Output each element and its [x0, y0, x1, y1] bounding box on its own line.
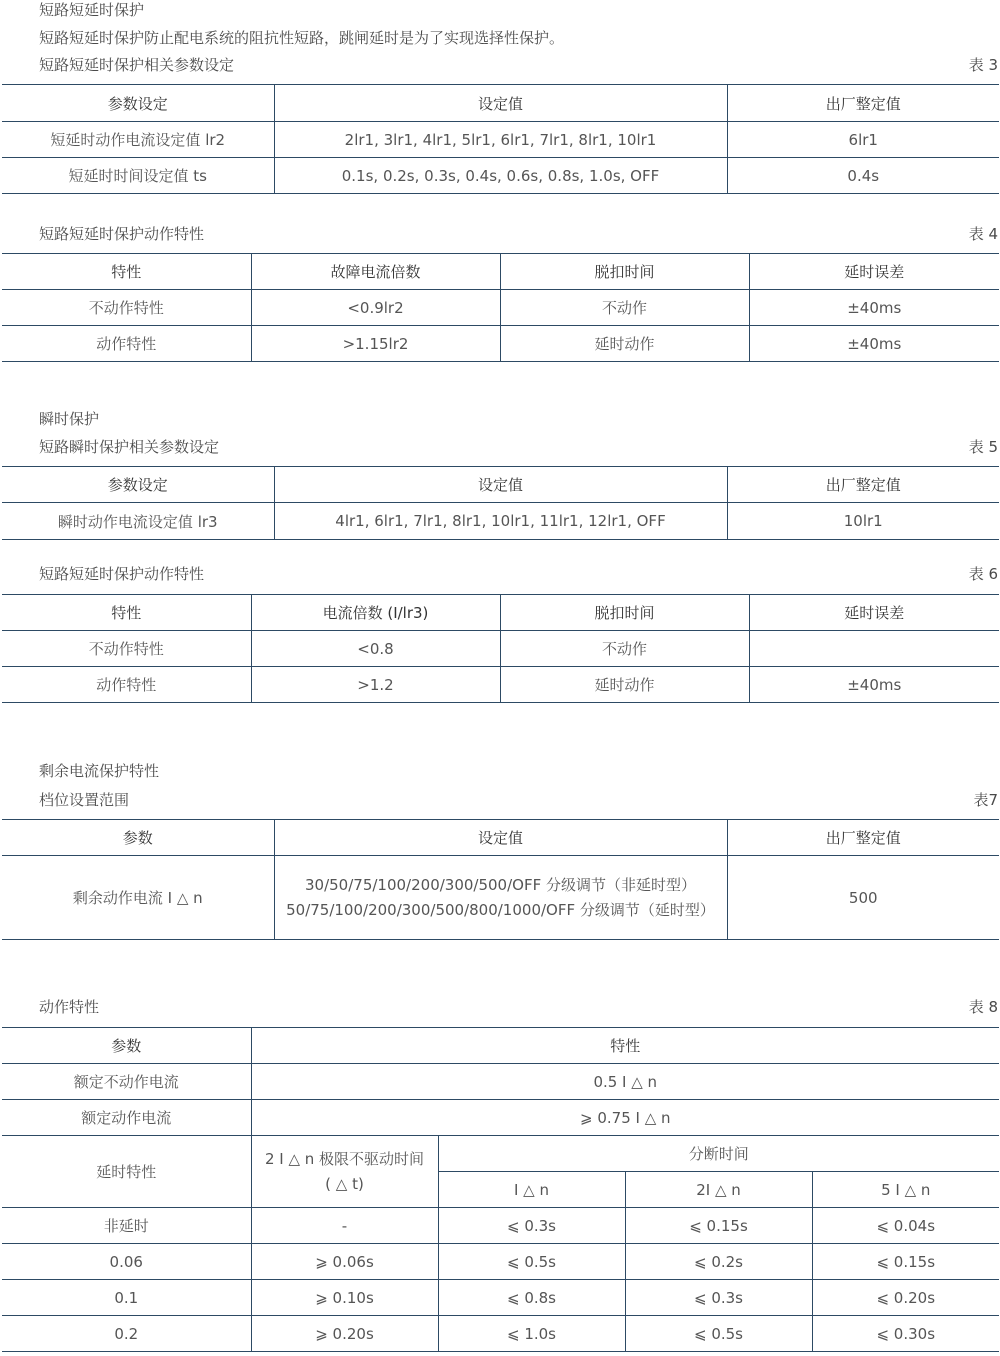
table-6 — [2, 594, 999, 703]
table-cell: 2lr1, 3lr1, 4lr1, 5lr1, 6lr1, 7lr1, 8lr1, 10lr1 — [274, 122, 727, 158]
table-header-cell: 特性 — [2, 595, 251, 631]
table-7-tag: 表7 — [973, 791, 998, 809]
table-cell: 2I △ n — [625, 1172, 812, 1208]
table-8 — [2, 1027, 999, 1352]
value-line: 50/75/100/200/300/500/800/1000/OFF 分级调节（延时型） — [286, 900, 715, 919]
table-cell: 4lr1, 6lr1, 7lr1, 8lr1, 10lr1, 11lr1, 12lr1, OFF — [274, 503, 727, 540]
table-cell: 不动作 — [500, 631, 749, 667]
table-header-cell: 延时误差 — [749, 254, 999, 290]
table-header-cell: 参数 — [2, 1028, 251, 1064]
table-cell: 500 — [727, 856, 999, 940]
table-4-title: 短路短延时保护动作特性 — [39, 225, 205, 243]
section-heading-short-delay: 短路短延时保护 — [39, 1, 145, 19]
table-cell: 6lr1 — [727, 122, 999, 158]
table-cell: ⩽ 0.2s — [625, 1244, 812, 1280]
table-cell: 动作特性 — [2, 667, 251, 703]
table-row — [2, 1064, 999, 1100]
table-3 — [2, 84, 999, 194]
value-line: 30/50/75/100/200/300/500/OFF 分级调节（非延时型） — [305, 875, 696, 894]
table-8-tag: 表 8 — [968, 998, 998, 1016]
table-cell: 5 I △ n — [812, 1172, 999, 1208]
table-6-title: 短路短延时保护动作特性 — [39, 565, 205, 583]
table-cell: 0.06 — [2, 1244, 251, 1280]
table-header-cell: 故障电流倍数 — [251, 254, 500, 290]
table-header-cell: 参数设定 — [2, 85, 274, 122]
table-cell: 不动作特性 — [2, 631, 251, 667]
table-header-cell: 特性 — [251, 1028, 999, 1064]
table-row — [2, 1208, 999, 1244]
header-line: ( △ t) — [325, 1174, 364, 1193]
table-8-title: 动作特性 — [39, 998, 100, 1016]
table-cell: ⩽ 0.15s — [812, 1244, 999, 1280]
table-cell: ±40ms — [749, 667, 999, 703]
table-row — [2, 122, 999, 158]
table-header-cell: 参数设定 — [2, 467, 274, 503]
table-row — [2, 631, 999, 667]
table-cell: 非延时 — [2, 1208, 251, 1244]
table-header-cell: 设定值 — [274, 467, 727, 503]
table-cell: <0.8 — [251, 631, 500, 667]
table-cell: ⩽ 1.0s — [438, 1316, 625, 1352]
header-line: 2 I △ n 极限不驱动时间 — [264, 1149, 425, 1168]
table-3-title: 短路短延时保护相关参数设定 — [39, 56, 235, 74]
table-cell-multiline — [251, 1136, 438, 1208]
table-cell: ⩾ 0.10s — [251, 1280, 438, 1316]
table-cell: 短延时动作电流设定值 lr2 — [2, 122, 274, 158]
table-cell: 0.4s — [727, 158, 999, 194]
table-cell: 0.2 — [2, 1316, 251, 1352]
table-cell: 动作特性 — [2, 326, 251, 362]
table-cell: 剩余动作电流 I △ n — [2, 856, 274, 940]
table-cell: ⩽ 0.8s — [438, 1280, 625, 1316]
table-row — [2, 1280, 999, 1316]
table-cell: ⩽ 0.04s — [812, 1208, 999, 1244]
table-5-tag: 表 5 — [968, 438, 998, 456]
table-header-cell: 出厂整定值 — [727, 467, 999, 503]
table-header-cell: 设定值 — [274, 85, 727, 122]
table-cell: ⩽ 0.5s — [438, 1244, 625, 1280]
table-cell: 短延时时间设定值 ts — [2, 158, 274, 194]
table-header-cell: 出厂整定值 — [727, 85, 999, 122]
table-row — [2, 856, 999, 940]
table-3-tag: 表 3 — [968, 56, 998, 74]
table-row — [2, 326, 999, 362]
table-cell: ⩾ 0.75 I △ n — [251, 1100, 999, 1136]
table-cell: 不动作特性 — [2, 290, 251, 326]
table-cell: - — [251, 1208, 438, 1244]
section-description: 短路短延时保护防止配电系统的阻抗性短路，跳闸延时是为了实现选择性保护。 — [39, 29, 565, 47]
table-cell: ⩾ 0.06s — [251, 1244, 438, 1280]
table-row — [2, 158, 999, 194]
table-header-cell: 设定值 — [274, 820, 727, 856]
table-5-title: 短路瞬时保护相关参数设定 — [39, 438, 220, 456]
table-row — [2, 1136, 999, 1172]
table-header-cell: 延时误差 — [749, 595, 999, 631]
table-4 — [2, 253, 999, 362]
table-cell: 不动作 — [500, 290, 749, 326]
table-cell — [749, 631, 999, 667]
table-header-cell: 出厂整定值 — [727, 820, 999, 856]
table-cell: ⩽ 0.15s — [625, 1208, 812, 1244]
table-cell: ⩽ 0.3s — [625, 1280, 812, 1316]
table-cell: 瞬时动作电流设定值 lr3 — [2, 503, 274, 540]
table-cell: 延时特性 — [2, 1136, 251, 1208]
table-5 — [2, 466, 999, 540]
table-cell: 额定动作电流 — [2, 1100, 251, 1136]
table-7-title: 档位设置范围 — [39, 791, 130, 809]
table-cell: ±40ms — [749, 326, 999, 362]
table-row — [2, 667, 999, 703]
table-row — [2, 1244, 999, 1280]
table-cell: 0.1s, 0.2s, 0.3s, 0.4s, 0.6s, 0.8s, 1.0s, OFF — [274, 158, 727, 194]
table-row — [2, 503, 999, 540]
table-header-cell: 特性 — [2, 254, 251, 290]
table-cell: ⩽ 0.3s — [438, 1208, 625, 1244]
table-cell: >1.15lr2 — [251, 326, 500, 362]
table-header-cell: 脱扣时间 — [500, 595, 749, 631]
table-cell: >1.2 — [251, 667, 500, 703]
table-row — [2, 1100, 999, 1136]
table-cell: 延时动作 — [500, 326, 749, 362]
table-cell: ⩽ 0.20s — [812, 1280, 999, 1316]
table-cell: ⩽ 0.5s — [625, 1316, 812, 1352]
table-cell: 额定不动作电流 — [2, 1064, 251, 1100]
section-heading-residual: 剩余电流保护特性 — [39, 762, 160, 780]
table-4-tag: 表 4 — [968, 225, 998, 243]
table-row — [2, 290, 999, 326]
table-cell: I △ n — [438, 1172, 625, 1208]
table-cell: 分断时间 — [438, 1136, 999, 1172]
section-heading-instant: 瞬时保护 — [39, 410, 100, 428]
table-cell: ⩽ 0.30s — [812, 1316, 999, 1352]
table-cell: <0.9lr2 — [251, 290, 500, 326]
table-header-cell: 参数 — [2, 820, 274, 856]
table-row — [2, 1316, 999, 1352]
table-7 — [2, 819, 999, 940]
table-cell: 0.5 I △ n — [251, 1064, 999, 1100]
table-cell-multiline — [274, 856, 727, 940]
table-6-tag: 表 6 — [968, 565, 998, 583]
table-cell: ±40ms — [749, 290, 999, 326]
table-cell: ⩾ 0.20s — [251, 1316, 438, 1352]
table-header-cell: 脱扣时间 — [500, 254, 749, 290]
table-cell: 延时动作 — [500, 667, 749, 703]
table-cell: 10lr1 — [727, 503, 999, 540]
table-header-cell: 电流倍数 (I/lr3) — [251, 595, 500, 631]
table-cell: 0.1 — [2, 1280, 251, 1316]
